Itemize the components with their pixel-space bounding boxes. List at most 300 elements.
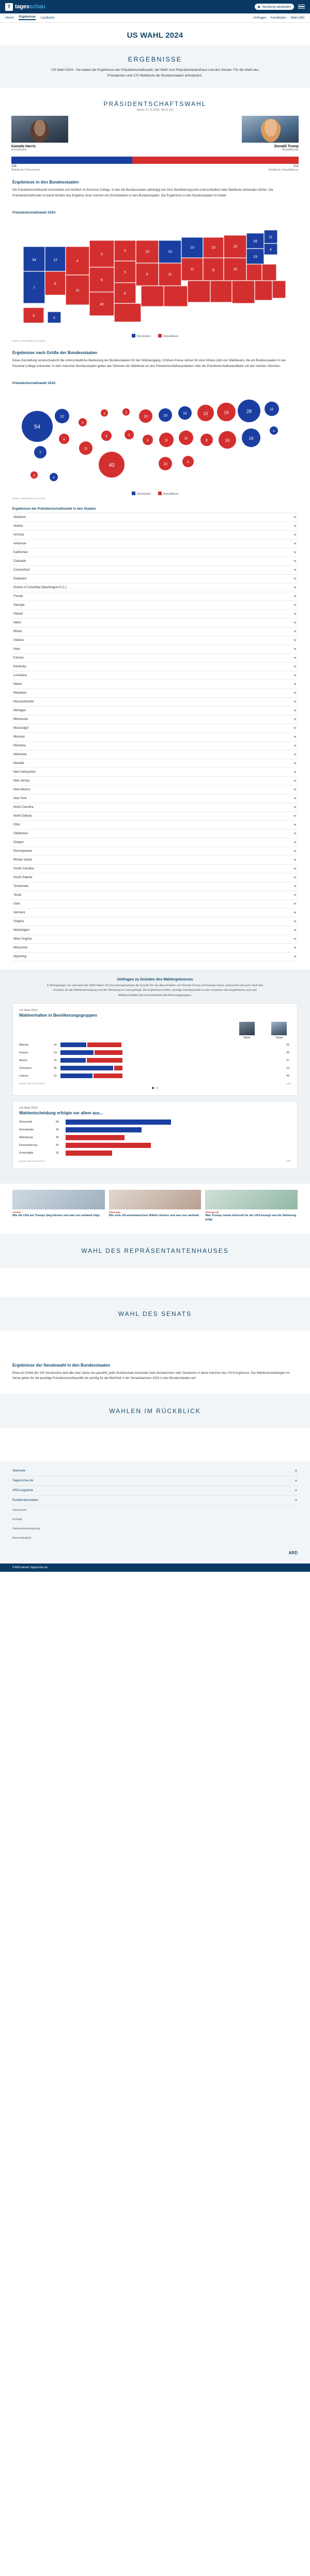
teaser-item[interactable] — [109, 1190, 202, 1222]
svg-text:3: 3 — [124, 249, 126, 253]
svg-text:4: 4 — [53, 477, 55, 480]
state-row[interactable] — [12, 636, 298, 645]
state-row[interactable] — [12, 566, 298, 575]
chevron-down-icon[interactable] — [293, 718, 297, 720]
group-bar-rep — [87, 1058, 122, 1063]
survey-reason-row — [19, 1151, 291, 1156]
chevron-down-icon[interactable] — [293, 762, 297, 764]
teaser-item[interactable] — [205, 1190, 298, 1222]
chevron-down-icon[interactable] — [293, 885, 297, 887]
chevron-down-icon[interactable] — [293, 727, 297, 729]
state-row[interactable] — [12, 926, 298, 935]
state-row[interactable] — [12, 663, 298, 671]
svg-text:6: 6 — [147, 439, 149, 443]
group-label: Männer — [19, 1043, 29, 1047]
state-name: District of Columbia (Washington D.C.) — [13, 586, 67, 590]
svg-text:11: 11 — [184, 437, 188, 441]
svg-text:7: 7 — [39, 451, 41, 455]
svg-text:11: 11 — [270, 408, 274, 412]
svg-text:3: 3 — [125, 411, 127, 415]
state-row[interactable] — [12, 601, 298, 610]
survey-group-row — [19, 1042, 291, 1047]
footer-sub-link[interactable]: Impressum — [12, 1508, 27, 1512]
chevron-down-icon[interactable] — [293, 560, 297, 562]
legend-dem: Demokraten — [132, 334, 151, 338]
retrospect-section-title: WAHLEN IM RÜCKBLICK — [0, 1394, 310, 1428]
svg-text:8: 8 — [187, 461, 189, 465]
chevron-down-icon[interactable] — [293, 754, 297, 756]
footer-link-row[interactable] — [12, 1476, 298, 1486]
nav-item-kandidaten[interactable]: Kandidaten — [270, 16, 287, 20]
teaser-text: Wie die USA auf Trumps Sieg blicken und was nun weltweit folgt — [12, 1214, 100, 1218]
svg-text:4: 4 — [270, 248, 272, 252]
nav-item-inland[interactable]: Inland — [5, 16, 14, 20]
state-row[interactable] — [12, 821, 298, 830]
card-candidate-trump — [270, 1022, 288, 1039]
state-row[interactable] — [12, 873, 298, 882]
state-name: New Jersey — [13, 779, 30, 783]
state-row[interactable] — [12, 671, 298, 680]
group-value-dem: 41 — [54, 1059, 57, 1062]
card-title: Wahlentscheidung erfolgte vor allem aus... — [19, 1111, 103, 1116]
group-bar-rep — [94, 1074, 122, 1078]
chevron-down-icon[interactable] — [293, 613, 297, 615]
state-row[interactable] — [12, 803, 298, 812]
survey-text: In Befragungen vor und nach der Wahl haben US-Forschungsinstitute die Gründe für das Abschneiden von Donald Trump und Kamala Harris untersucht und auch nach den Gründen für die Wahlentscheidung und die Stimmung im Land gefragt. Die Ergebnisse helfen, wichtige Anhaltspunkte zu den Ursachen des Ergebnisses und zum Wählerverhalten bei verschiedenen Bevölkerungsgruppen. — [47, 984, 264, 997]
state-name: Nebraska — [13, 753, 27, 757]
group-value-rep: 57 — [286, 1059, 289, 1062]
state-name: Minnesota — [13, 718, 28, 722]
chevron-down-icon[interactable] — [293, 736, 297, 738]
state-row[interactable] — [12, 777, 298, 786]
svg-text:15: 15 — [211, 246, 215, 250]
chevron-down-icon[interactable] — [293, 692, 297, 694]
state-row[interactable] — [12, 900, 298, 909]
state-name: Montana — [13, 744, 26, 748]
state-name: Idaho — [13, 621, 22, 625]
survey-group-row — [19, 1058, 291, 1063]
state-name: Wyoming — [13, 955, 26, 959]
card-source: Quelle: Edison Research — [19, 1082, 45, 1085]
state-name: Illinois — [13, 630, 22, 634]
reason-track — [66, 1143, 291, 1148]
teaser-item[interactable] — [12, 1190, 105, 1222]
chevron-down-icon[interactable] — [293, 745, 297, 747]
legend-rep: Republikaner — [158, 492, 178, 496]
chevron-down-icon[interactable] — [293, 956, 297, 958]
president-title: PRÄSIDENTSCHAFTSWAHL — [103, 100, 207, 108]
reason-bar — [66, 1143, 151, 1148]
copyright: © ARD-aktuell / tagesschau.de — [0, 1563, 310, 1572]
nav-item-umfragen[interactable]: Umfragen — [253, 16, 267, 20]
svg-text:54: 54 — [34, 424, 41, 431]
svg-text:3: 3 — [33, 314, 35, 318]
reason-track — [66, 1151, 291, 1156]
state-name: Kalifornien — [13, 551, 28, 555]
survey-group-row — [19, 1050, 291, 1055]
group-value-rep: 45 — [286, 1051, 289, 1054]
chevron-down-icon[interactable] — [293, 551, 297, 554]
chevron-down-icon[interactable] — [293, 824, 297, 826]
chevron-down-icon[interactable] — [293, 525, 297, 527]
reason-value: 30 — [56, 1152, 59, 1155]
group-bar-dem — [60, 1042, 86, 1047]
state-row[interactable] — [12, 882, 298, 891]
state-row[interactable] — [12, 847, 298, 856]
group-value-rep: 55 — [286, 1043, 289, 1047]
svg-text:28: 28 — [246, 409, 252, 415]
state-row[interactable] — [12, 548, 298, 557]
house-content-placeholder — [0, 1268, 310, 1292]
state-name: Rhode Island — [13, 858, 32, 862]
chevron-down-icon[interactable] — [295, 1480, 298, 1482]
svg-text:4: 4 — [82, 422, 84, 425]
footer — [0, 1461, 310, 1563]
svg-text:6: 6 — [101, 279, 103, 283]
footer-link-row[interactable] — [12, 1496, 298, 1506]
chevron-down-icon[interactable] — [293, 569, 297, 571]
state-results-text: Die Präsidentschaftswahl entscheidet sich letztlich im Electoral College. In das die Bundesstaaten abhängig von ihrer Bevölkerungszahl unterschiedlich viele Wahlleute entsenden dürfen. Die Präsidentschaftswahl ist damit letztlich das Ergebnis einer Summe von Einzelwahlen in den Bundesstaaten. Die Ergebnisse in den Bundesstaaten im Detail. — [12, 189, 273, 197]
state-name: South Dakota — [13, 876, 33, 880]
svg-text:6: 6 — [124, 292, 126, 296]
svg-text:11: 11 — [84, 447, 88, 451]
state-row[interactable] — [12, 812, 298, 821]
footer-link-label: Tagesschau.de — [12, 1479, 34, 1482]
footer-sub-link[interactable]: Kontakt — [12, 1517, 22, 1521]
group-value-rep: 46 — [286, 1074, 289, 1078]
bubble-heading: Ergebnisse nach Größe der Bundesstaaten — [12, 350, 98, 356]
reason-value: 68 — [56, 1121, 59, 1124]
reason-label: Kriminalität — [19, 1152, 34, 1155]
footer-link-label: ARD-Angebote — [12, 1489, 34, 1492]
chevron-down-icon[interactable] — [293, 595, 297, 597]
map-source-note: Quelle: ARD-Wahlen in Amerika — [12, 340, 45, 343]
state-row[interactable] — [12, 707, 298, 715]
chevron-down-icon[interactable] — [293, 710, 297, 712]
chevron-down-icon[interactable] — [293, 674, 297, 677]
chevron-down-icon[interactable] — [293, 587, 297, 589]
candidate-name: Donald Trump — [274, 145, 299, 149]
retrospect-content-placeholder — [0, 1428, 310, 1452]
electoral-legend-dem: Wahlleute Demokraten — [11, 168, 40, 172]
state-name: Missouri — [13, 735, 25, 739]
footer-sub-link[interactable]: Datenschutzerklärung — [12, 1527, 40, 1530]
state-row[interactable] — [12, 830, 298, 838]
state-row[interactable] — [12, 531, 298, 540]
group-label: Frauen — [19, 1051, 28, 1054]
state-row[interactable] — [12, 891, 298, 900]
state-name: Maine — [13, 683, 22, 686]
state-name: Maryland — [13, 692, 26, 695]
svg-text:5: 5 — [128, 434, 130, 438]
state-row[interactable] — [12, 619, 298, 627]
state-name: Alabama — [13, 516, 26, 519]
chevron-down-icon[interactable] — [293, 639, 297, 641]
state-row[interactable] — [12, 513, 298, 522]
senate-content-placeholder — [0, 1331, 310, 1355]
survey-group-row — [19, 1066, 291, 1070]
state-row[interactable] — [12, 627, 298, 636]
survey-reason-row — [19, 1135, 291, 1140]
state-name: New Mexico — [13, 788, 30, 792]
state-name: Kansas — [13, 656, 24, 660]
chevron-down-icon[interactable] — [293, 780, 297, 782]
group-bar-dem — [60, 1058, 86, 1063]
state-name: Ohio — [13, 823, 20, 827]
state-row[interactable] — [12, 909, 298, 917]
state-row[interactable] — [12, 522, 298, 531]
state-row[interactable] — [12, 610, 298, 619]
teaser-thumb-a — [12, 1190, 105, 1209]
harris-thumb — [239, 1022, 255, 1035]
card-candidate-harris — [238, 1022, 256, 1039]
nav-item-ergebnisse[interactable]: Ergebnisse — [19, 16, 35, 20]
chevron-down-icon[interactable] — [293, 789, 297, 791]
play-broadcast-button[interactable]: ▶ Sendung abspielen — [255, 4, 294, 10]
nav-item-landkarte[interactable]: Landkarte — [40, 16, 55, 20]
state-row[interactable] — [12, 724, 298, 733]
nav-item-wahl-abc[interactable]: Wahl-ABC — [290, 16, 305, 20]
group-bar-dem — [60, 1050, 94, 1055]
card-source: Quelle: Edison Research — [19, 1160, 45, 1163]
state-row[interactable] — [12, 856, 298, 865]
ard-badge: ARD — [286, 1160, 291, 1163]
svg-text:54: 54 — [32, 258, 36, 263]
state-row[interactable] — [12, 786, 298, 794]
state-row[interactable] — [12, 935, 298, 944]
svg-text:40: 40 — [109, 463, 115, 469]
state-row[interactable] — [12, 715, 298, 724]
play-icon: ▶ — [258, 5, 261, 9]
svg-text:11: 11 — [269, 236, 273, 240]
state-row[interactable] — [12, 680, 298, 689]
svg-text:10: 10 — [190, 246, 194, 250]
map-legend — [0, 332, 310, 338]
carousel-dot[interactable] — [152, 1087, 154, 1089]
candidate-party: Demokraten — [11, 148, 27, 152]
group-label: Schwarze — [19, 1066, 32, 1070]
chevron-down-icon[interactable] — [293, 833, 297, 835]
chevron-down-icon[interactable] — [293, 841, 297, 844]
bubble-map-legend — [0, 489, 310, 496]
chevron-down-icon[interactable] — [293, 903, 297, 905]
svg-text:10: 10 — [145, 250, 149, 254]
svg-text:28: 28 — [253, 240, 257, 244]
teaser-label: Hintergrund — [205, 1211, 219, 1214]
senate-text: Etwa ein Drittel der 100 Senatssitze wird alle zwei Jahre neu gewählt; jeder Bundesstaat entsendet zwei Senatorinnen oder Senatoren in diese Kammer des US-Kongresses. Die Wahlentscheidungen im Senat gelten für die jeweilige Präsidentschaftspolitik als wichtig für die Mehrheit in der Senatskammer 2024 in den Bundesstaaten auf. — [12, 1371, 290, 1381]
harris-photo — [11, 116, 68, 143]
state-row[interactable] — [12, 540, 298, 548]
state-row[interactable] — [12, 733, 298, 742]
chevron-down-icon[interactable] — [293, 921, 297, 923]
chevron-down-icon[interactable] — [295, 1499, 298, 1501]
reason-label: Einwanderung — [19, 1144, 38, 1147]
reason-bar — [66, 1151, 112, 1156]
state-name: South Carolina — [13, 867, 34, 871]
chevron-down-icon[interactable] — [293, 938, 297, 940]
chevron-down-icon[interactable] — [293, 771, 297, 773]
chevron-down-icon[interactable] — [293, 701, 297, 703]
candidate-name: Kamala Harris — [11, 145, 36, 149]
svg-text:10: 10 — [163, 463, 167, 467]
legend-dem: Demokraten — [132, 492, 151, 496]
chevron-down-icon[interactable] — [293, 894, 297, 896]
reason-bar — [66, 1127, 142, 1132]
state-name: Virginia — [13, 920, 24, 924]
svg-text:10: 10 — [163, 414, 167, 418]
state-row[interactable] — [12, 645, 298, 654]
state-row[interactable] — [12, 575, 298, 584]
svg-text:4: 4 — [273, 430, 275, 434]
group-bar-rep — [87, 1042, 121, 1047]
state-row[interactable] — [12, 838, 298, 847]
footer-link-row[interactable] — [12, 1486, 298, 1496]
state-row[interactable] — [12, 944, 298, 953]
ard-badge: ARD — [286, 1082, 291, 1085]
chevron-down-icon[interactable] — [293, 947, 297, 949]
state-row[interactable] — [12, 768, 298, 777]
state-row[interactable] — [12, 698, 298, 707]
chevron-down-icon[interactable] — [293, 798, 297, 800]
candidate-label: Trump — [275, 1036, 283, 1040]
chevron-down-icon[interactable] — [295, 1470, 298, 1472]
house-section-title: WAHL DES REPRÄSENTANTENHAUSES — [0, 1234, 310, 1268]
svg-text:19: 19 — [233, 245, 237, 249]
group-bar-dem — [60, 1066, 113, 1070]
candidate-trump[interactable] — [242, 116, 299, 151]
state-name: Kentucky — [13, 665, 26, 669]
candidate-label: Harris — [243, 1036, 251, 1040]
reason-value: 38 — [56, 1136, 59, 1140]
state-list-title: Ergebnisse der Präsidentschaftswahl in den Staaten — [12, 507, 96, 511]
svg-text:5: 5 — [124, 271, 126, 275]
svg-text:11: 11 — [164, 439, 168, 443]
chevron-down-icon[interactable] — [293, 516, 297, 518]
electoral-legend-rep: Wahlleute Republikaner — [268, 168, 299, 172]
state-name: Washington — [13, 929, 30, 932]
chevron-down-icon[interactable] — [293, 868, 297, 870]
survey-card-groups[interactable] — [12, 1003, 298, 1096]
group-value-dem: 52 — [54, 1074, 57, 1078]
state-name: Louisiana — [13, 674, 27, 678]
card-kicker: US-Wahl 2024 — [19, 1107, 38, 1110]
state-name: Colorado — [13, 560, 26, 563]
state-name: Texas — [13, 894, 22, 897]
svg-text:6: 6 — [54, 282, 56, 286]
chevron-down-icon[interactable] — [293, 929, 297, 931]
survey-card-reasons[interactable] — [12, 1101, 298, 1169]
footer-link-row[interactable] — [12, 1466, 298, 1476]
state-name: Oregon — [13, 841, 24, 845]
chevron-down-icon[interactable] — [293, 683, 297, 685]
bubble-text: Diese Darstellung veranschaulicht die unterschiedliche Bedeutung der Bundesstaaten für den Wahlausgang. Größere Kreise stehen für eine höhere Zahl von Wahlleuten, die ein Bundesstaaten in das Electoral College entsendet. In dem manchen Bundesstaaten gelten alle Stimmen der Wahlleute an den Präsidentschaftskandidaten oder die Präsidentschaftskandidatin mit den meisten Stimmen. — [12, 359, 286, 368]
carousel-dots[interactable] — [19, 1085, 291, 1089]
svg-text:11: 11 — [168, 273, 172, 277]
svg-text:11: 11 — [75, 289, 80, 293]
chevron-down-icon[interactable] — [295, 1490, 298, 1492]
footer-link-label: Startseite — [12, 1469, 26, 1473]
svg-text:19: 19 — [249, 436, 254, 441]
chevron-down-icon[interactable] — [293, 534, 297, 536]
state-name: Tennessee — [13, 885, 29, 888]
reason-track — [66, 1135, 291, 1140]
chevron-down-icon[interactable] — [293, 815, 297, 817]
electoral-bubble-map[interactable] — [0, 386, 310, 489]
svg-text:10: 10 — [144, 415, 148, 419]
state-row[interactable] — [12, 917, 298, 926]
president-timestamp: Stand: 07.11.2024, 08:11 Uhr — [136, 109, 174, 112]
chevron-down-icon[interactable] — [293, 543, 297, 545]
svg-text:3: 3 — [103, 412, 105, 416]
electoral-choropleth-map[interactable] — [0, 216, 310, 332]
electoral-bar-dem — [11, 157, 132, 164]
carousel-dot[interactable] — [156, 1087, 158, 1089]
survey-reason-row — [19, 1120, 291, 1125]
state-row[interactable] — [12, 557, 298, 566]
state-row[interactable] — [12, 750, 298, 759]
candidate-harris[interactable] — [11, 116, 68, 151]
chevron-down-icon[interactable] — [293, 622, 297, 624]
survey-section — [0, 970, 310, 1184]
state-name: Utah — [13, 902, 20, 906]
state-name: North Carolina — [13, 806, 34, 809]
svg-text:8: 8 — [206, 439, 208, 443]
svg-text:10: 10 — [168, 250, 172, 254]
state-name: Nevada — [13, 762, 24, 765]
site-logo[interactable] — [5, 3, 45, 11]
state-row[interactable] — [12, 689, 298, 698]
state-row[interactable] — [12, 592, 298, 601]
chevron-down-icon[interactable] — [293, 877, 297, 879]
group-value-rep: 13 — [286, 1066, 289, 1070]
map-caption: Präsidentschaftswahl 2024 — [12, 211, 56, 215]
state-name: Mississippi — [13, 727, 29, 730]
chevron-down-icon[interactable] — [293, 859, 297, 861]
group-value-dem: 42 — [54, 1043, 57, 1047]
chevron-down-icon[interactable] — [293, 657, 297, 659]
chevron-down-icon[interactable] — [293, 631, 297, 633]
state-name: New Hampshire — [13, 771, 36, 774]
state-row[interactable] — [12, 759, 298, 768]
teaser-thumb-b — [109, 1190, 202, 1209]
state-row[interactable] — [12, 953, 298, 961]
chevron-down-icon[interactable] — [293, 912, 297, 914]
chevron-down-icon[interactable] — [293, 578, 297, 580]
state-name: Connecticut — [13, 569, 30, 572]
state-row[interactable] — [12, 865, 298, 873]
svg-text:19: 19 — [253, 255, 257, 259]
svg-text:4: 4 — [53, 316, 55, 320]
state-name: Arkansas — [13, 542, 27, 546]
state-row[interactable] — [12, 654, 298, 663]
chevron-down-icon[interactable] — [293, 666, 297, 668]
hamburger-icon[interactable] — [298, 5, 305, 9]
chevron-down-icon[interactable] — [293, 806, 297, 808]
president-section — [0, 88, 310, 172]
chevron-down-icon[interactable] — [293, 604, 297, 606]
state-row[interactable] — [12, 584, 298, 592]
state-list — [12, 513, 298, 961]
state-row[interactable] — [12, 742, 298, 750]
state-row[interactable] — [12, 794, 298, 803]
reason-label: Abtreibung — [19, 1136, 33, 1140]
chevron-down-icon[interactable] — [293, 850, 297, 852]
chevron-down-icon[interactable] — [293, 648, 297, 650]
svg-text:15: 15 — [203, 411, 208, 417]
svg-text:3: 3 — [101, 253, 103, 257]
svg-text:19: 19 — [224, 410, 229, 416]
footer-sub-link[interactable]: Barrierefreiheit — [12, 1536, 32, 1540]
